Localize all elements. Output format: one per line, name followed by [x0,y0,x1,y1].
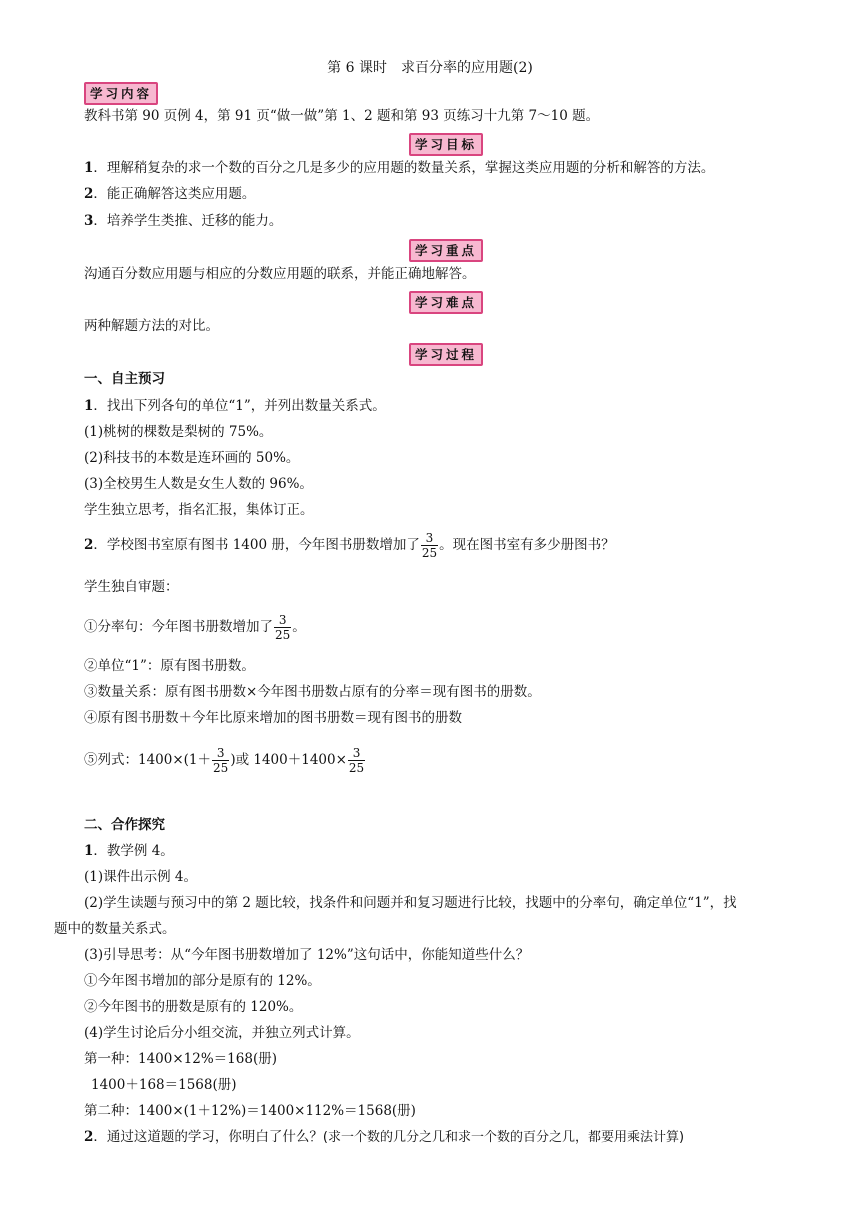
q-num: 2 [84,1129,94,1145]
goal-text: ．理解稍复杂的求一个数的百分之几是多少的应用题的数量关系，掌握这类应用题的分析和解答的方法。 [93,160,715,176]
goal-num: 2 [84,186,94,202]
goal-item-3 [84,211,282,231]
badge-process: 学习过程 [409,343,483,366]
s1-question-2 [84,527,615,563]
s1-review: 学生独自审题： [84,579,179,595]
fraction-numerator: 3 [212,746,229,761]
fraction-numerator: 3 [421,531,438,546]
s1-item-1: (1)桃树的棵数是梨树的 75%。 [84,424,273,440]
formula-a: ⑤列式：1400×(1＋ [84,752,212,768]
key-text: 沟通百分数应用题与相应的分数应用题的联系，并能正确地解答。 [84,266,476,282]
step-text-pre: ①分率句：今年图书册数增加了 [84,619,273,635]
fraction-denominator: 25 [421,546,438,560]
s2-para-6: (4)学生讨论后分小组交流，并独立列式计算。 [84,1025,360,1041]
badge-goals: 学习目标 [409,133,483,156]
q-note: (求一个数的几分之几和求一个数的百分之几，都要用乘法计算) [322,1130,685,1145]
section-heading-1: 一、自主预习 [84,371,165,387]
s2-para-1: (1)课件出示例 4。 [84,869,198,885]
fraction-denominator: 25 [213,761,229,775]
s2-method-1b: 1400＋168＝1568(册) [91,1077,237,1093]
s2-method-1a: 第一种：1400×12%＝168(册) [84,1051,277,1067]
q-text: ．找出下列各句的单位“1”，并列出数量关系式。 [93,398,386,414]
s1-step-4: ④原有图书册数＋今年比原来增加的图书册数＝现有图书的册数 [84,710,462,726]
fraction [212,746,229,775]
s2-para-2b: 题中的数量关系式。 [54,921,176,937]
fraction-denominator: 25 [348,761,365,775]
page-title: 第 6 课时 求百分率的应用题(2) [327,60,533,76]
fraction-numerator: 3 [348,746,365,761]
goal-text: ．能正确解答这类应用题。 [93,186,256,202]
goal-num: 1 [84,160,94,176]
fraction [348,746,365,775]
fraction [274,613,291,642]
q-num: 1 [84,843,94,859]
s1-step-5 [84,740,366,780]
goal-num: 3 [84,213,94,229]
goal-item-2 [84,184,255,204]
fraction-numerator: 3 [274,613,291,628]
fraction [421,531,438,560]
s1-step-3: ③数量关系：原有图书册数×今年图书册数占原有的分率＝现有图书的册数。 [84,684,541,700]
fraction-denominator: 25 [275,628,291,642]
difficulty-text: 两种解题方法的对比。 [84,318,219,334]
badge-difficulty: 学习难点 [409,291,483,314]
content-text: 教科书第 90 页例 4，第 91 页“做一做”第 1、2 题和第 93 页练习十九第 7～10 题。 [84,108,600,124]
s2-para-3: (3)引导思考：从“今年图书册数增加了 12%”这句话中，你能知道些什么？ [84,947,530,963]
q-text-pre: ．学校图书室原有图书 1400 册，今年图书册数增加了 [93,537,420,553]
formula-b: )或 1400＋1400× [230,752,347,768]
s2-question-1 [84,841,174,861]
s2-para-2a: (2)学生读题与预习中的第 2 题比较，找条件和问题并和复习题进行比较，找题中的分率句，确定单位“1”，找 [84,895,737,911]
s2-method-2: 第二种：1400×(1＋12%)＝1400×112%＝1568(册) [84,1103,416,1119]
s2-question-2 [84,1127,684,1148]
goal-item-1 [84,158,714,178]
s1-step-1 [84,609,306,645]
badge-content: 学习内容 [84,82,158,105]
s2-para-4: ①今年图书增加的部分是原有的 12%。 [84,973,321,989]
q-num: 2 [84,537,94,553]
s1-item-2: (2)科技书的本数是连环画的 50%。 [84,450,300,466]
q-text: ．通过这道题的学习，你明白了什么？ [93,1129,323,1145]
s1-step-2: ②单位“1”：原有图书册数。 [84,658,255,674]
s1-item-3: (3)全校男生人数是女生人数的 96%。 [84,476,313,492]
s2-para-5: ②今年图书的册数是原有的 120%。 [84,999,303,1015]
s1-question-1 [84,396,386,416]
q-text-post: 。现在图书室有多少册图书？ [439,537,615,553]
section-heading-2: 二、合作探究 [84,817,165,833]
step-text-post: 。 [292,619,306,635]
q-text: ．教学例 4。 [93,843,174,859]
s1-think: 学生独立思考，指名汇报，集体订正。 [84,502,314,518]
badge-key: 学习重点 [409,239,483,262]
q-num: 1 [84,398,94,414]
goal-text: ．培养学生类推、迁移的能力。 [93,213,283,229]
